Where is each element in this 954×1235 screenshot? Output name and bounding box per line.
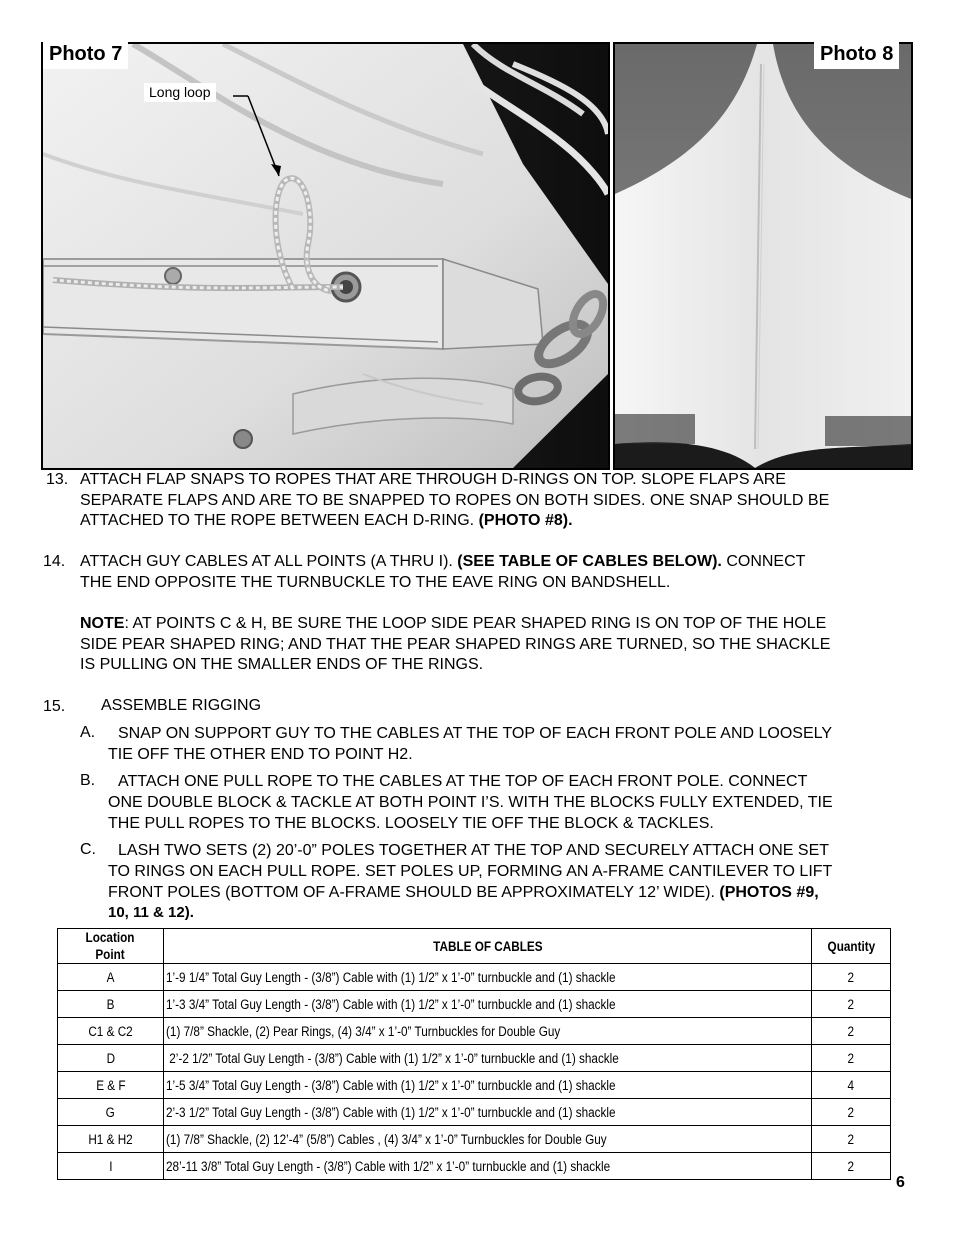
- point-text: B: [106, 996, 115, 1012]
- table-row: [58, 964, 891, 991]
- note-line: IS PULLING ON THE SMALLER ENDS OF THE RINGS.: [80, 656, 484, 673]
- step-15b-line: THE PULL ROPES TO THE BLOCKS. LOOSELY TIE OFF THE BLOCK & TACKLES.: [108, 814, 714, 832]
- step-15b-line: ONE DOUBLE BLOCK & TACKLE AT BOTH POINT I’S. WITH THE BLOCKS FULLY EXTENDED, TIE: [108, 794, 833, 811]
- cell-description: [163, 991, 811, 1018]
- cell-description: [163, 1018, 811, 1045]
- quantity-text: 2: [847, 1158, 855, 1174]
- step-15c-photo-ref: (PHOTOS #9,: [719, 883, 819, 901]
- point-text: E & F: [95, 1077, 126, 1093]
- description-text: 1’-5 3/4” Total Guy Length - (3/8”) Cable with (1) 1/2” x 1’-0” turnbuckle and (1) shackle: [165, 1077, 616, 1093]
- point-text: I: [108, 1158, 113, 1174]
- step-13-photo-ref: (PHOTO #8).: [478, 512, 573, 529]
- cell-point: [58, 1153, 164, 1180]
- quantity-text: 2: [847, 996, 855, 1012]
- description-text: (1) 7/8” Shackle, (2) 12’-4” (5/8”) Cables , (4) 3/4” x 1’-0” Turnbuckles for Double Guy: [165, 1131, 607, 1147]
- table-row: [58, 1018, 891, 1045]
- photo-8: [613, 42, 913, 470]
- table-row: [58, 1072, 891, 1099]
- cell-quantity: [812, 1072, 891, 1099]
- photo-8-label: Photo 8: [814, 42, 899, 69]
- quantity-text: 2: [847, 1131, 855, 1147]
- step-13-number: 13.: [46, 471, 69, 488]
- cell-quantity: [812, 1045, 891, 1072]
- step-15c-line: [108, 883, 832, 904]
- cell-point: [58, 1045, 164, 1072]
- step-15b-line: ATTACH ONE PULL ROPE TO THE CABLES AT THE TOP OF EACH FRONT POLE. CONNECT: [118, 773, 808, 790]
- photo-8-image: [615, 44, 911, 468]
- step-15c: [108, 862, 832, 924]
- note-label: NOTE: [80, 615, 125, 632]
- cell-point: [58, 964, 164, 991]
- cell-description: [163, 1153, 811, 1180]
- step-13-line: SEPARATE FLAPS AND ARE TO BE SNAPPED TO ROPES ON BOTH SIDES. ONE SNAP SHOULD BE: [80, 491, 830, 509]
- photo-7: [41, 42, 610, 470]
- description-text: 1’-3 3/4” Total Guy Length - (3/8”) Cable with (1) 1/2” x 1’-0” turnbuckle and (1) shackle: [165, 996, 616, 1012]
- photo-7-label: Photo 7: [43, 42, 128, 69]
- cell-quantity: [812, 991, 891, 1018]
- table-row: [58, 991, 891, 1018]
- step-15c-text-part: FRONT POLES (BOTTOM OF A-FRAME SHOULD BE APPROXIMATELY 12’ WIDE).: [108, 883, 720, 901]
- step-14-number: 14.: [43, 553, 66, 570]
- quantity-text: 2: [847, 1023, 855, 1039]
- step-15a-letter: A.: [80, 724, 96, 741]
- cell-quantity: [812, 1099, 891, 1126]
- quantity-text: 2: [847, 1104, 855, 1120]
- cell-description: [163, 1099, 811, 1126]
- step-15c-line: LASH TWO SETS (2) 20’-0” POLES TOGETHER AT THE TOP AND SECURELY ATTACH ONE SET: [118, 842, 830, 859]
- table-header-row: [58, 929, 891, 964]
- cell-quantity: [812, 1126, 891, 1153]
- step-15c-line: [108, 903, 832, 924]
- cell-point: [58, 1018, 164, 1045]
- note-line: [80, 614, 830, 635]
- step-14-line: [80, 552, 805, 573]
- step-15-title: ASSEMBLE RIGGING: [101, 697, 262, 714]
- step-14-note: [80, 614, 830, 676]
- description-text: 2’-2 1/2” Total Guy Length - (3/8”) Cable with (1) 1/2” x 1’-0” turnbuckle and (1) shackle: [165, 1050, 619, 1066]
- step-15c-letter: C.: [80, 841, 96, 858]
- cell-point: [58, 1099, 164, 1126]
- description-text: (1) 7/8” Shackle, (2) Pear Rings, (4) 3/4” x 1’-0” Turnbuckles for Double Guy: [165, 1023, 561, 1039]
- cell-point: [58, 1126, 164, 1153]
- point-text: H1 & H2: [88, 1131, 133, 1147]
- point-text: D: [106, 1050, 115, 1066]
- quantity-text: 2: [847, 969, 855, 985]
- table-row: [58, 1153, 891, 1180]
- cell-point: [58, 1072, 164, 1099]
- long-loop-callout: Long loop: [144, 83, 216, 102]
- header-text: TABLE OF CABLES: [432, 938, 543, 954]
- step-14-table-ref: (SEE TABLE OF CABLES BELOW).: [457, 553, 722, 570]
- cell-quantity: [812, 1153, 891, 1180]
- header-text: Location Point: [85, 930, 135, 962]
- photo-7-image: [43, 44, 608, 468]
- point-text: A: [106, 969, 115, 985]
- step-15b: [108, 793, 833, 834]
- cell-quantity: [812, 1018, 891, 1045]
- table-row: [58, 1045, 891, 1072]
- description-text: 2’-3 1/2” Total Guy Length - (3/8”) Cable with (1) 1/2” x 1’-0” turnbuckle and (1) shackle: [165, 1104, 616, 1120]
- cable-table: [57, 928, 891, 1180]
- table-row: [58, 1126, 891, 1153]
- step-13-line: [80, 511, 829, 532]
- step-13-text-part: ATTACHED TO THE ROPE BETWEEN EACH D-RING.: [80, 512, 479, 529]
- step-14-text-part: CONNECT: [721, 553, 806, 570]
- quantity-text: 4: [847, 1077, 855, 1093]
- step-15c-photo-ref: 10, 11 & 12).: [108, 904, 194, 921]
- cell-point: [58, 991, 164, 1018]
- step-15c-line: TO RINGS ON EACH PULL ROPE. SET POLES UP, FORMING AN A-FRAME CANTILEVER TO LIFT: [108, 863, 833, 880]
- step-15-number: 15.: [43, 698, 66, 715]
- step-15b-letter: B.: [80, 772, 96, 789]
- cell-description: [163, 1045, 811, 1072]
- description-text: 1’-9 1/4” Total Guy Length - (3/8”) Cable with (1) 1/2” x 1’-0” turnbuckle and (1) shackle: [165, 969, 616, 985]
- description-text: 28’-11 3/8” Total Guy Length - (3/8”) Cable with 1/2” x 1’-0” turnbuckle and (1) shackle: [165, 1158, 610, 1174]
- point-text: G: [105, 1104, 115, 1120]
- cell-description: [163, 1126, 811, 1153]
- note-line: SIDE PEAR SHAPED RING; AND THAT THE PEAR SHAPED RINGS ARE TURNED, SO THE SHACKLE: [80, 635, 831, 653]
- cell-description: [163, 964, 811, 991]
- step-14-text-part: ATTACH GUY CABLES AT ALL POINTS (A THRU I).: [80, 553, 458, 570]
- header-location-point: [58, 929, 164, 964]
- step-15a-line: SNAP ON SUPPORT GUY TO THE CABLES AT THE TOP OF EACH FRONT POLE AND LOOSELY: [118, 725, 833, 742]
- cell-description: [163, 1072, 811, 1099]
- point-text: C1 & C2: [88, 1023, 133, 1039]
- page-number: 6: [896, 1174, 905, 1191]
- note-text: : AT POINTS C & H, BE SURE THE LOOP SIDE PEAR SHAPED RING IS ON TOP OF THE HOLE: [124, 615, 827, 632]
- step-13-text: [80, 470, 829, 532]
- step-13-line: ATTACH FLAP SNAPS TO ROPES THAT ARE THROUGH D-RINGS ON TOP. SLOPE FLAPS ARE: [80, 471, 786, 488]
- header-table-of-cables: [163, 929, 811, 964]
- step-14-text: [80, 552, 805, 593]
- quantity-text: 2: [847, 1050, 855, 1066]
- step-14-line: THE END OPPOSITE THE TURNBUCKLE TO THE EAVE RING ON BANDSHELL.: [80, 573, 671, 591]
- cell-quantity: [812, 964, 891, 991]
- step-15a-line: TIE OFF THE OTHER END TO POINT H2.: [108, 746, 413, 763]
- header-quantity: [812, 929, 891, 964]
- header-text: Quantity: [827, 938, 875, 954]
- table-row: [58, 1099, 891, 1126]
